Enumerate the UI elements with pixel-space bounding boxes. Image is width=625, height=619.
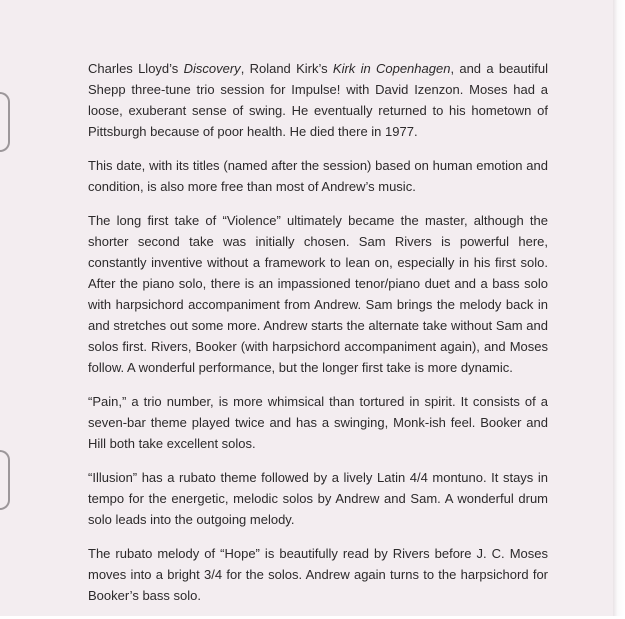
binding-ring-bottom xyxy=(0,450,10,510)
paragraph-violence: The long first take of “Violence” ultimately became the master, although the shorter second take was initially chosen. Sam Rivers is powerful here, constantly inventive without a framework to lean on, especially in his first solo. After the piano solo, there is an impassioned tenor/piano duet and a bass solo with harpsichord accompaniment from Andrew. Sam brings the melody back in and stretches out some more. Andrew starts the alternate take without Sam and solos first. Rivers, Booker (with harpsichord accompaniment again), and Moses follow. A wonderful performance, but the longer first take is more dynamic. xyxy=(88,213,548,375)
paragraph-musicians: Charles Lloyd’s Discovery, Roland Kirk’s Kirk in Copenhagen, and a beautiful Shepp three-tune trio session for Impulse! with David Izenzon. Moses had a loose, exuberant sense of swing. He eventually returned to his hometown of Pittsburgh because of poor health. He died there in 1977. xyxy=(88,61,548,139)
paragraph-illusion: “Illusion” has a rubato theme followed by a lively Latin 4/4 montuno. It stays in tempo for the energetic, melodic solos by Andrew and Sam. A wonderful drum solo leads into the outgoing melody. xyxy=(88,470,548,527)
liner-notes-text xyxy=(88,58,548,619)
album-title-kirk-in-copenhagen: Kirk in Copenhagen xyxy=(332,61,451,76)
page-edge xyxy=(613,0,625,616)
paragraph-date: This date, with its titles (named after the session) based on human emotion and condition, is also more free than most of Andrew’s music. xyxy=(88,158,548,194)
paragraph-pain: “Pain,” a trio number, is more whimsical than tortured in spirit. It consists of a seven-bar theme played twice and has a swinging, Monk-ish feel. Booker and Hill both take excellent solos. xyxy=(88,394,548,451)
binding-ring-top xyxy=(0,92,10,152)
album-title-discovery: Discovery xyxy=(183,61,241,76)
paragraph-hope: The rubato melody of “Hope” is beautifully read by Rivers before J. C. Moses moves into a bright 3/4 for the solos. Andrew again turns to the harpsichord for Booker’s bass solo. xyxy=(88,546,548,603)
